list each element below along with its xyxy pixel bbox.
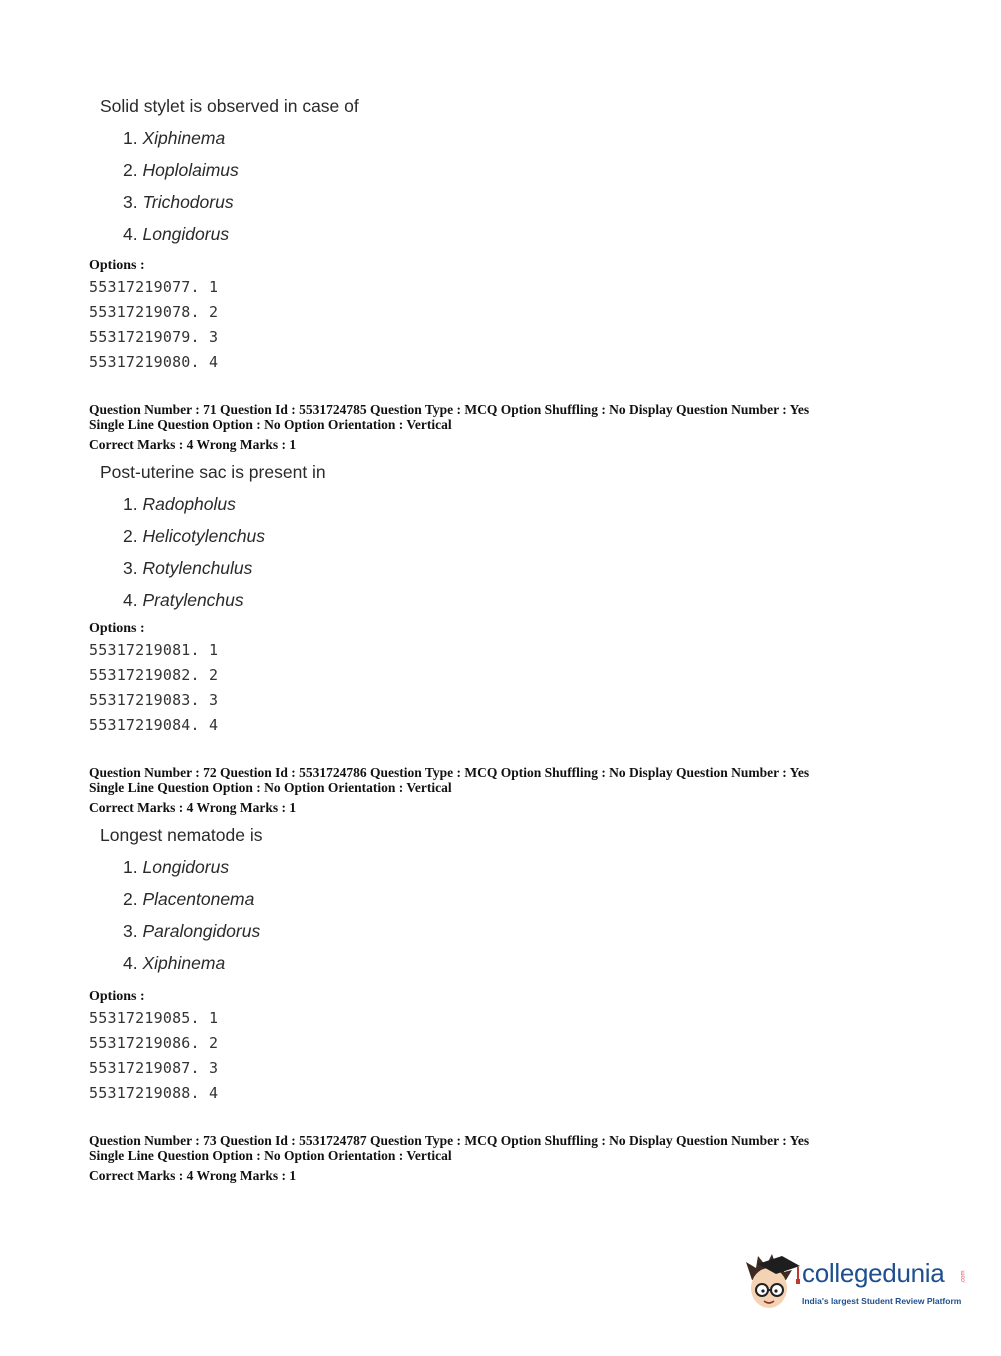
choice-item: 1. Longidorus: [123, 857, 230, 877]
option-line: 55317219082. 2: [89, 666, 219, 684]
logo-dotcom: .com: [960, 1270, 967, 1284]
choice-item: 3. Trichodorus: [123, 192, 234, 212]
choice-item: 2. Hoplolaimus: [123, 160, 239, 180]
choice-item: 3. Rotylenchulus: [123, 558, 253, 578]
option-line: 55317219077. 1: [89, 278, 219, 296]
collegedunia-logo[interactable]: [742, 1250, 972, 1316]
option-line: 55317219080. 4: [89, 353, 219, 371]
question-text: Post-uterine sac is present in: [100, 462, 326, 482]
question-meta-line2: Single Line Question Option : No Option Orientation : Vertical: [89, 417, 452, 432]
question-text: Longest nematode is: [100, 825, 263, 845]
choice-item: 2. Placentonema: [123, 889, 255, 909]
choice-item: 4. Xiphinema: [123, 953, 226, 973]
option-line: 55317219086. 2: [89, 1034, 219, 1052]
choice-item: 4. Pratylenchus: [123, 590, 244, 610]
option-line: 55317219084. 4: [89, 716, 219, 734]
options-label: Options :: [89, 989, 145, 1004]
mascot-icon: [742, 1250, 802, 1316]
option-line: 55317219088. 4: [89, 1084, 219, 1102]
option-line: 55317219081. 1: [89, 641, 219, 659]
question-meta-line2: Single Line Question Option : No Option Orientation : Vertical: [89, 1148, 452, 1163]
marks-line: Correct Marks : 4 Wrong Marks : 1: [89, 1168, 297, 1183]
option-line: 55317219087. 3: [89, 1059, 219, 1077]
question-text: Solid stylet is observed in case of: [100, 96, 359, 116]
choice-item: 4. Longidorus: [123, 224, 230, 244]
question-meta: Question Number : 71 Question Id : 5531724785 Question Type : MCQ Option Shuffling : No Display Question Number : Yes: [89, 402, 810, 417]
option-line: 55317219078. 2: [89, 303, 219, 321]
question-meta-line2: Single Line Question Option : No Option Orientation : Vertical: [89, 780, 452, 795]
question-meta: Question Number : 73 Question Id : 5531724787 Question Type : MCQ Option Shuffling : No Display Question Number : Yes: [89, 1133, 810, 1148]
choice-item: 2. Helicotylenchus: [123, 526, 266, 546]
choice-item: 1. Xiphinema: [123, 128, 226, 148]
logo-wordmark: collegedunia: [802, 1258, 945, 1288]
marks-line: Correct Marks : 4 Wrong Marks : 1: [89, 437, 297, 452]
options-label: Options :: [89, 621, 145, 636]
option-line: 55317219083. 3: [89, 691, 219, 709]
options-label: Options :: [89, 258, 145, 273]
option-line: 55317219085. 1: [89, 1009, 219, 1027]
choice-item: 1. Radopholus: [123, 494, 236, 514]
marks-line: Correct Marks : 4 Wrong Marks : 1: [89, 800, 297, 815]
question-meta: Question Number : 72 Question Id : 5531724786 Question Type : MCQ Option Shuffling : No Display Question Number : Yes: [89, 765, 810, 780]
choice-item: 3. Paralongidorus: [123, 921, 261, 941]
logo-tagline: India's largest Student Review Platform: [802, 1296, 962, 1306]
option-line: 55317219079. 3: [89, 328, 219, 346]
